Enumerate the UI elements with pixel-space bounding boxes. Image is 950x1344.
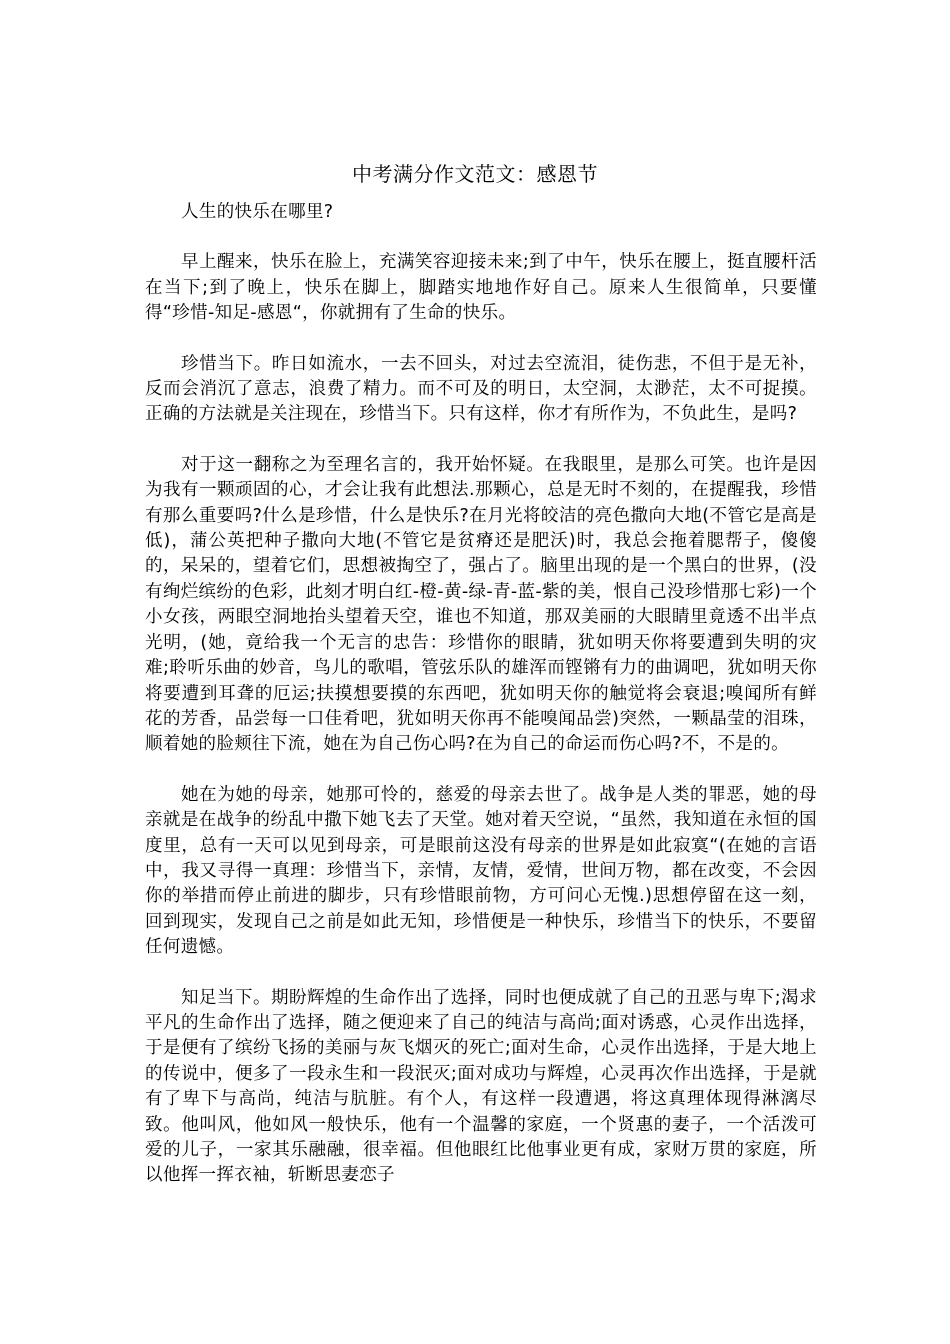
document-title: 中考满分作文范文：感恩节 <box>352 162 598 186</box>
paragraph-mother: 她在为她的母亲，她那可怜的，慈爱的母亲去世了。战争是人类的罪恶，她的母亲就是在战争的纷乱中撒下她飞去了天堂。她对着天空说，“虽然，我知道在永恒的国度里，总有一天可以见到母亲，可是眼前这没有母亲的世界是如此寂寞“(在她的言语中，我又寻得一真理：珍惜当下，亲情，友情，爱情，世间万物，都在改变，不会因你的举措而停止前进的脚步，只有珍惜眼前物，方可问心无愧.)思想停留在这一刻，回到现实，发现自己之前是如此无知，珍惜便是一种快乐，珍惜当下的快乐，不要留任何遗憾。 <box>145 784 817 958</box>
paragraph-question: 人生的快乐在哪里? <box>181 202 334 222</box>
document-body <box>145 200 817 1214</box>
paragraph-intro: 早上醒来，快乐在脸上，充满笑容迎接未来;到了中午，快乐在腰上，挺直腰杆活在当下;到了晚上，快乐在脚上，脚踏实地地作好自己。原来人生很简单，只要懂得“珍惜-知足-感恩“，你就拥有了生命的快乐。 <box>145 252 817 324</box>
paragraph-cherish-present: 珍惜当下。昨日如流水，一去不回头，对过去空流泪，徒伤悲，不但于是无补，反而会消沉了意志，浪费了精力。而不可及的明日，太空洞，太渺茫，太不可捉摸。正确的方法就是关注现在，珍惜当下。只有这样，你才有所作为，不负此生，是吗? <box>145 353 817 425</box>
paragraph-contentment: 知足当下。期盼辉煌的生命作出了选择，同时也便成就了自己的丑恶与卑下;渴求平凡的生命作出了选择，随之便迎来了自己的纯洁与高尚;面对诱惑，心灵作出选择，于是便有了缤纷飞扬的美丽与灰飞烟灭的死亡;面对生命，心灵作出选择，于是大地上的传说中，便多了一段永生和一段泯灭;面对成功与辉煌，心灵再次作出选择，于是就有了卑下与高尚，纯洁与肮脏。有个人，有这样一段遭遇，将这真理体现得淋漓尽致。他叫风，他如风一般快乐，他有一个温馨的家庭，一个贤惠的妻子，一个活泼可爱的儿子，一家其乐融融，很幸福。但他眼红比他事业更有成，家财万贯的家庭，所以他挥一挥衣袖，斩断思妻恋子 <box>145 987 817 1186</box>
paragraph-doubt: 对于这一翻称之为至理名言的，我开始怀疑。在我眼里，是那么可笑。也许是因为我有一颗顽固的心，才会让我有此想法.那颗心，总是无时不刻的，在提醒我，珍惜有那么重要吗?什么是珍惜，什么是快乐?在月光将皎洁的亮色撒向大地(不管它是高是低)，蒲公英把种子撒向大地(不管它是贫瘠还是肥沃)时，我总会拖着腮帮子，傻傻的，呆呆的，望着它们，思想被掏空了，强占了。脑里出现的是一个黑白的世界，(没有绚烂缤纷的色彩，此刻才明白红-橙-黄-绿-青-蓝-紫的美，恨自己没珍惜那七彩)一个小女孩，两眼空洞地抬头望着天空，谁也不知道，那双美丽的大眼睛里竟透不出半点光明，(她，竟给我一个无言的忠告：珍惜你的眼睛，犹如明天你将要遭到失明的灾难;聆听乐曲的妙音，鸟儿的歌唱，管弦乐队的雄浑而铿锵有力的曲调吧，犹如明天你将要遭到耳聋的厄运;扶摸想要摸的东西吧，犹如明天你的触觉将会衰退;嗅闻所有鲜花的芳香，品尝每一口佳肴吧，犹如明天你再不能嗅闻品尝)突然，一颗晶莹的泪珠，顺着她的脸颊往下流，她在为自己伤心吗?在为自己的命运而伤心吗?不，不是的。 <box>145 454 817 755</box>
